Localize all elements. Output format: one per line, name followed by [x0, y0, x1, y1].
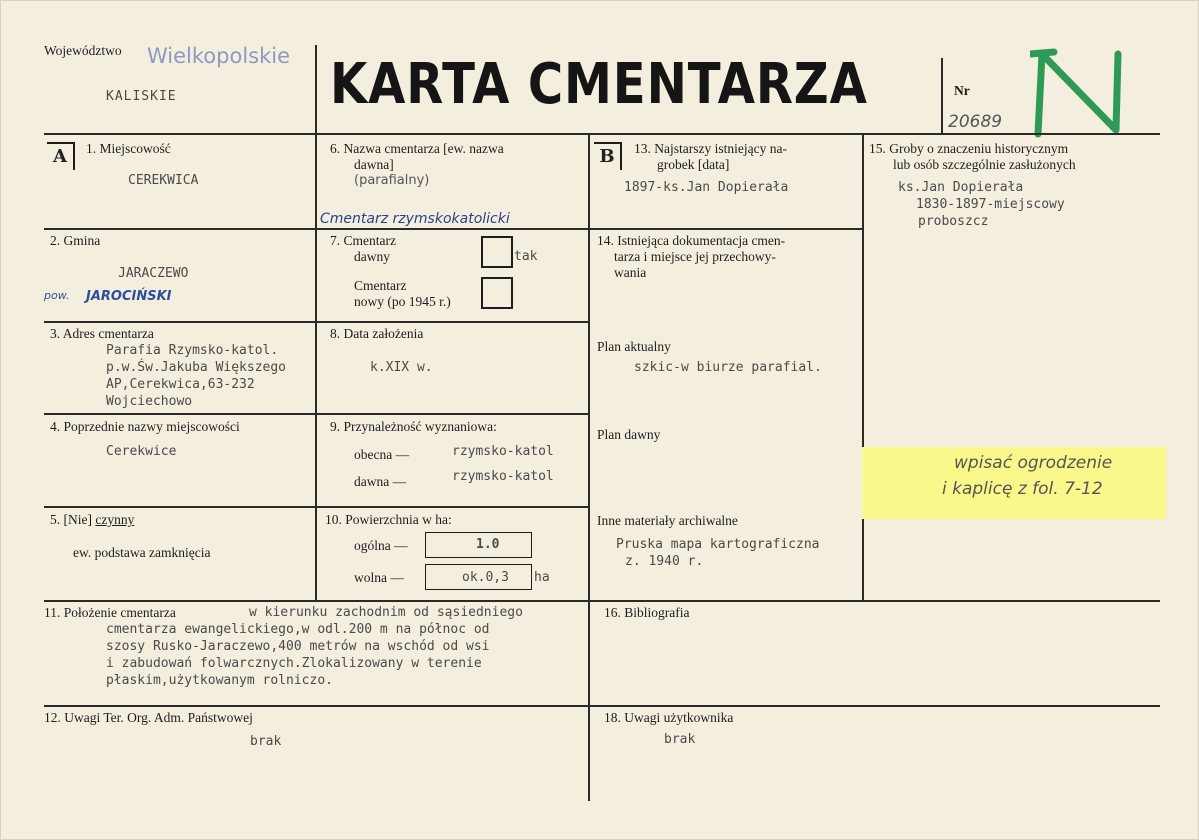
- field-18-value: brak: [664, 732, 696, 747]
- field-18-label: 18. Uwagi użytkownika: [604, 710, 734, 725]
- field-3-line4: Wojciechowo: [106, 394, 193, 409]
- field-1-label: 1. Miejscowość: [86, 141, 171, 156]
- page-title: KARTA CMENTARZA: [330, 52, 868, 117]
- field-11-line1: w kierunku zachodnim od sąsiedniego: [249, 605, 523, 620]
- field-7-label-2: dawny: [354, 249, 390, 264]
- sticky-note-line2: i kaplicę z fol. 7-12: [942, 479, 1103, 499]
- nr-label: Nr: [954, 83, 970, 98]
- field-7-label-4: nowy (po 1945 r.): [354, 294, 451, 309]
- field-15-line2: 1830-1897-miejscowy: [916, 197, 1065, 212]
- field-10-ogolna: 1.0: [476, 537, 500, 552]
- field-6-value: (parafialny): [354, 173, 430, 188]
- field-5-label: [50, 512, 134, 528]
- sticky-note-line1: wpisać ogrodzenie: [954, 453, 1113, 473]
- field-16-label: 16. Bibliografia: [604, 605, 690, 620]
- field-10-label: 10. Powierzchnia w ha:: [325, 512, 452, 527]
- field-9-dawna-label: dawna —: [354, 474, 407, 489]
- field-6-label-1: 6. Nazwa cmentarza [ew. nazwa: [330, 141, 504, 156]
- field-9-obecna-label: obecna —: [354, 447, 410, 462]
- field-13-value: 1897-ks.Jan Dopierała: [624, 180, 789, 195]
- row-divider-1: [44, 228, 588, 230]
- field-12-value: brak: [250, 734, 282, 749]
- header-divider-left: [315, 45, 317, 133]
- field-9-obecna: rzymsko-katol: [452, 444, 554, 459]
- field-15-label-2: lub osób szczególnie zasłużonych: [893, 157, 1076, 172]
- field-15-line3: proboszcz: [918, 214, 989, 229]
- field-14-label-2: tarza i miejsce jej przechowy-: [614, 249, 776, 264]
- row-divider-4: [44, 506, 588, 508]
- big-n-mark: [1030, 48, 1130, 138]
- field-13-label-1: 13. Najstarszy istniejący na-: [634, 141, 787, 156]
- section-a-mark: A: [47, 142, 75, 170]
- field-6-label-2: dawna]: [354, 157, 394, 172]
- inne-materialy-line1: Pruska mapa kartograficzna: [616, 537, 820, 552]
- field-9-label: 9. Przynależność wyznaniowa:: [330, 419, 497, 434]
- field-15-label-1: 15. Groby o znaczeniu historycznym: [869, 141, 1069, 156]
- field-14-label-1: 14. Istniejąca dokumentacja cmen-: [597, 233, 786, 248]
- field-6-hand: Cmentarz rzymskokatolicki: [320, 211, 510, 227]
- field-10-wolna: ok.0,3: [462, 570, 509, 585]
- field-5-sub: ew. podstawa zamknięcia: [73, 545, 211, 560]
- field-12-label: 12. Uwagi Ter. Org. Adm. Państwowej: [44, 710, 253, 725]
- field-11-line2: cmentarza ewangelickiego,w odl.200 m na północ od: [106, 622, 490, 637]
- row-divider-3: [44, 413, 588, 415]
- nr-value: 20689: [948, 112, 1003, 132]
- col-divider-2: [588, 133, 590, 801]
- header-divider-right: [941, 58, 943, 133]
- field-13-label-2: grobek [data]: [657, 157, 730, 172]
- field-3-line1: Parafia Rzymsko-katol.: [106, 343, 279, 358]
- field-3-line3: AP,Cerekwica,63-232: [106, 377, 255, 392]
- field-5-czynny: czynny: [95, 512, 135, 527]
- field-2-label: 2. Gmina: [50, 233, 101, 248]
- field-10-wolna-label: wolna —: [354, 570, 404, 585]
- field-11-line4: i zabudowań folwarcznych.Zlokalizowany w terenie: [106, 656, 482, 671]
- field-2-powiat-hand: JAROCIŃSKI: [86, 289, 172, 304]
- field-8-label: 8. Data założenia: [330, 326, 424, 341]
- field-10-ha: ha: [534, 570, 550, 585]
- row-divider-6: [44, 705, 1160, 707]
- plan-aktualny-label: Plan aktualny: [597, 339, 671, 354]
- inne-materialy-line2: z. 1940 r.: [625, 554, 704, 569]
- row-divider-5: [44, 600, 1160, 602]
- field-7-tak: tak: [514, 249, 538, 264]
- field-7-label-1: 7. Cmentarz: [330, 233, 396, 248]
- field-11-label: 11. Położenie cmentarza: [44, 605, 176, 620]
- field-4-label: 4. Poprzednie nazwy miejscowości: [50, 419, 240, 434]
- wojewodztwo-value: KALISKIE: [106, 89, 177, 104]
- row-divider-2: [44, 321, 588, 323]
- field-2-value: JARACZEWO: [118, 266, 189, 281]
- plan-aktualny-value: szkic-w biurze parafial.: [634, 360, 822, 375]
- field-4-value: Cerekwice: [106, 444, 177, 459]
- field-3-label: 3. Adres cmentarza: [50, 326, 154, 341]
- inne-materialy-label: Inne materiały archiwalne: [597, 513, 738, 528]
- wojewodztwo-label: Województwo: [44, 43, 122, 58]
- nowy-checkbox[interactable]: [481, 277, 513, 309]
- col-divider-1: [315, 133, 317, 601]
- top-rule: [44, 133, 1160, 135]
- field-9-dawna: rzymsko-katol: [452, 469, 554, 484]
- field-15-line1: ks.Jan Dopierała: [898, 180, 1024, 195]
- col-divider-3: [862, 133, 864, 601]
- row-divider-14: [590, 228, 862, 230]
- field-11-line5: płaskim,użytkowanym rolniczo.: [106, 673, 333, 688]
- field-3-line2: p.w.Św.Jakuba Większego: [106, 360, 287, 375]
- dawny-checkbox[interactable]: [481, 236, 513, 268]
- section-b-mark: B: [594, 142, 622, 170]
- field-8-value: k.XIX w.: [370, 360, 433, 375]
- field-11-line3: szosy Rusko-Jaraczewo,400 metrów na wschód od wsi: [106, 639, 490, 654]
- plan-dawny-label: Plan dawny: [597, 427, 661, 442]
- field-10-ogolna-label: ogólna —: [354, 538, 408, 553]
- region-stamp: Wielkopolskie: [147, 44, 291, 68]
- field-1-value: CEREKWICA: [128, 173, 199, 188]
- sticky-note: [862, 447, 1166, 519]
- field-2-pow-prefix: pow.: [44, 289, 70, 302]
- field-7-label-3: Cmentarz: [354, 278, 407, 293]
- field-14-label-3: wania: [614, 265, 647, 280]
- field-5-prefix: 5. [Nie]: [50, 512, 96, 527]
